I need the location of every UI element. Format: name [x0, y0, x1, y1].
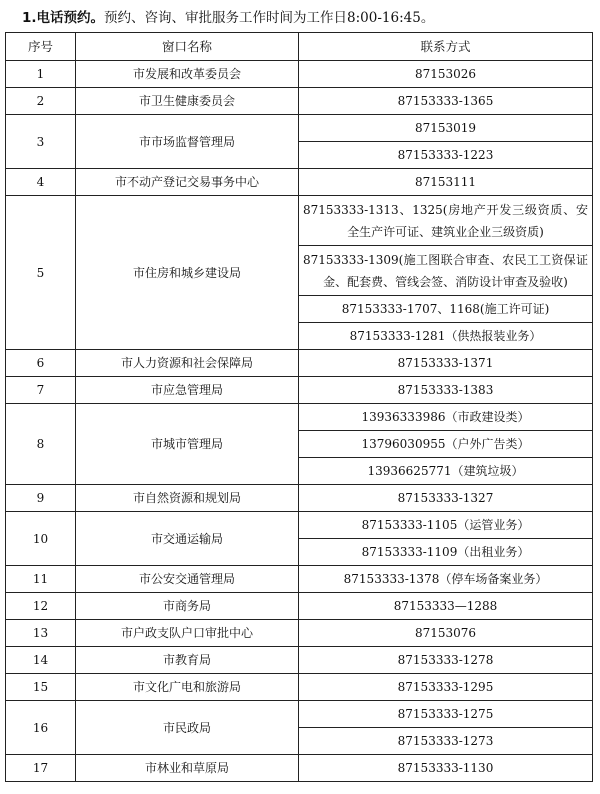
column-header-contact: 联系方式	[299, 33, 593, 61]
column-header-name: 窗口名称	[76, 33, 299, 61]
table-row	[6, 404, 593, 431]
window-name: 市商务局	[76, 593, 299, 620]
row-number: 8	[6, 404, 76, 485]
window-name: 市林业和草原局	[76, 755, 299, 782]
contact-info: 87153333-1223	[299, 142, 593, 169]
contact-info: 87153333-1105（运管业务）	[299, 512, 593, 539]
row-number: 7	[6, 377, 76, 404]
table-row	[6, 169, 593, 196]
table-row	[6, 485, 593, 512]
window-name: 市卫生健康委员会	[76, 88, 299, 115]
contact-info: 87153333—1288	[299, 593, 593, 620]
table-row	[6, 701, 593, 728]
table-row	[6, 647, 593, 674]
contact-info: 87153333-1365	[299, 88, 593, 115]
intro-heading	[22, 8, 434, 28]
contact-info: 13936625771（建筑垃圾）	[299, 458, 593, 485]
contact-info: 87153333-1313、1325(房地产开发三级资质、安全生产许可证、建筑业企业三级资质)	[299, 196, 593, 246]
window-name: 市自然资源和规划局	[76, 485, 299, 512]
window-name: 市交通运输局	[76, 512, 299, 566]
row-number: 15	[6, 674, 76, 701]
table-row	[6, 593, 593, 620]
window-name: 市人力资源和社会保障局	[76, 350, 299, 377]
intro-title: 1.电话预约。	[22, 10, 105, 26]
contact-info: 13936333986（市政建设类）	[299, 404, 593, 431]
table-row	[6, 620, 593, 647]
window-name: 市不动产登记交易事务中心	[76, 169, 299, 196]
contact-info: 87153333-1281（供热报装业务）	[299, 323, 593, 350]
contact-info: 87153333-1109（出租业务）	[299, 539, 593, 566]
window-name: 市民政局	[76, 701, 299, 755]
contact-info: 87153333-1275	[299, 701, 593, 728]
table-row	[6, 674, 593, 701]
contact-info: 87153333-1327	[299, 485, 593, 512]
row-number: 1	[6, 61, 76, 88]
window-name: 市公安交通管理局	[76, 566, 299, 593]
contact-table	[5, 32, 593, 782]
table-body	[6, 61, 593, 782]
contact-info: 87153333-1130	[299, 755, 593, 782]
row-number: 13	[6, 620, 76, 647]
table-row	[6, 512, 593, 539]
contact-info: 87153019	[299, 115, 593, 142]
row-number: 17	[6, 755, 76, 782]
table-row	[6, 115, 593, 142]
column-header-no: 序号	[6, 33, 76, 61]
contact-info: 87153333-1383	[299, 377, 593, 404]
window-name: 市教育局	[76, 647, 299, 674]
window-name: 市发展和改革委员会	[76, 61, 299, 88]
window-name: 市户政支队户口审批中心	[76, 620, 299, 647]
contact-info: 87153026	[299, 61, 593, 88]
row-number: 11	[6, 566, 76, 593]
row-number: 9	[6, 485, 76, 512]
table-row	[6, 566, 593, 593]
contact-info: 87153333-1273	[299, 728, 593, 755]
window-name: 市城市管理局	[76, 404, 299, 485]
row-number: 2	[6, 88, 76, 115]
contact-info: 87153333-1278	[299, 647, 593, 674]
row-number: 14	[6, 647, 76, 674]
table-row	[6, 377, 593, 404]
window-name: 市应急管理局	[76, 377, 299, 404]
row-number: 6	[6, 350, 76, 377]
row-number: 4	[6, 169, 76, 196]
contact-info: 87153333-1295	[299, 674, 593, 701]
contact-info: 87153333-1707、1168(施工许可证)	[299, 296, 593, 323]
contact-info: 87153333-1371	[299, 350, 593, 377]
contact-info: 13796030955（户外广告类）	[299, 431, 593, 458]
table-row	[6, 350, 593, 377]
contact-info: 87153333-1309(施工图联合审查、农民工工资保证金、配套费、管线会签、消防设计审查及验收)	[299, 246, 593, 296]
intro-text: 预约、咨询、审批服务工作时间为工作日8:00-16:45。	[104, 10, 435, 26]
contact-info: 87153333-1378（停车场备案业务）	[299, 566, 593, 593]
window-name: 市文化广电和旅游局	[76, 674, 299, 701]
window-name: 市市场监督管理局	[76, 115, 299, 169]
row-number: 16	[6, 701, 76, 755]
row-number: 3	[6, 115, 76, 169]
table-row	[6, 88, 593, 115]
table-header-row	[6, 33, 593, 61]
table-row	[6, 196, 593, 246]
table-row	[6, 61, 593, 88]
table-row	[6, 755, 593, 782]
row-number: 5	[6, 196, 76, 350]
contact-info: 87153076	[299, 620, 593, 647]
row-number: 10	[6, 512, 76, 566]
contact-info: 87153111	[299, 169, 593, 196]
window-name: 市住房和城乡建设局	[76, 196, 299, 350]
row-number: 12	[6, 593, 76, 620]
